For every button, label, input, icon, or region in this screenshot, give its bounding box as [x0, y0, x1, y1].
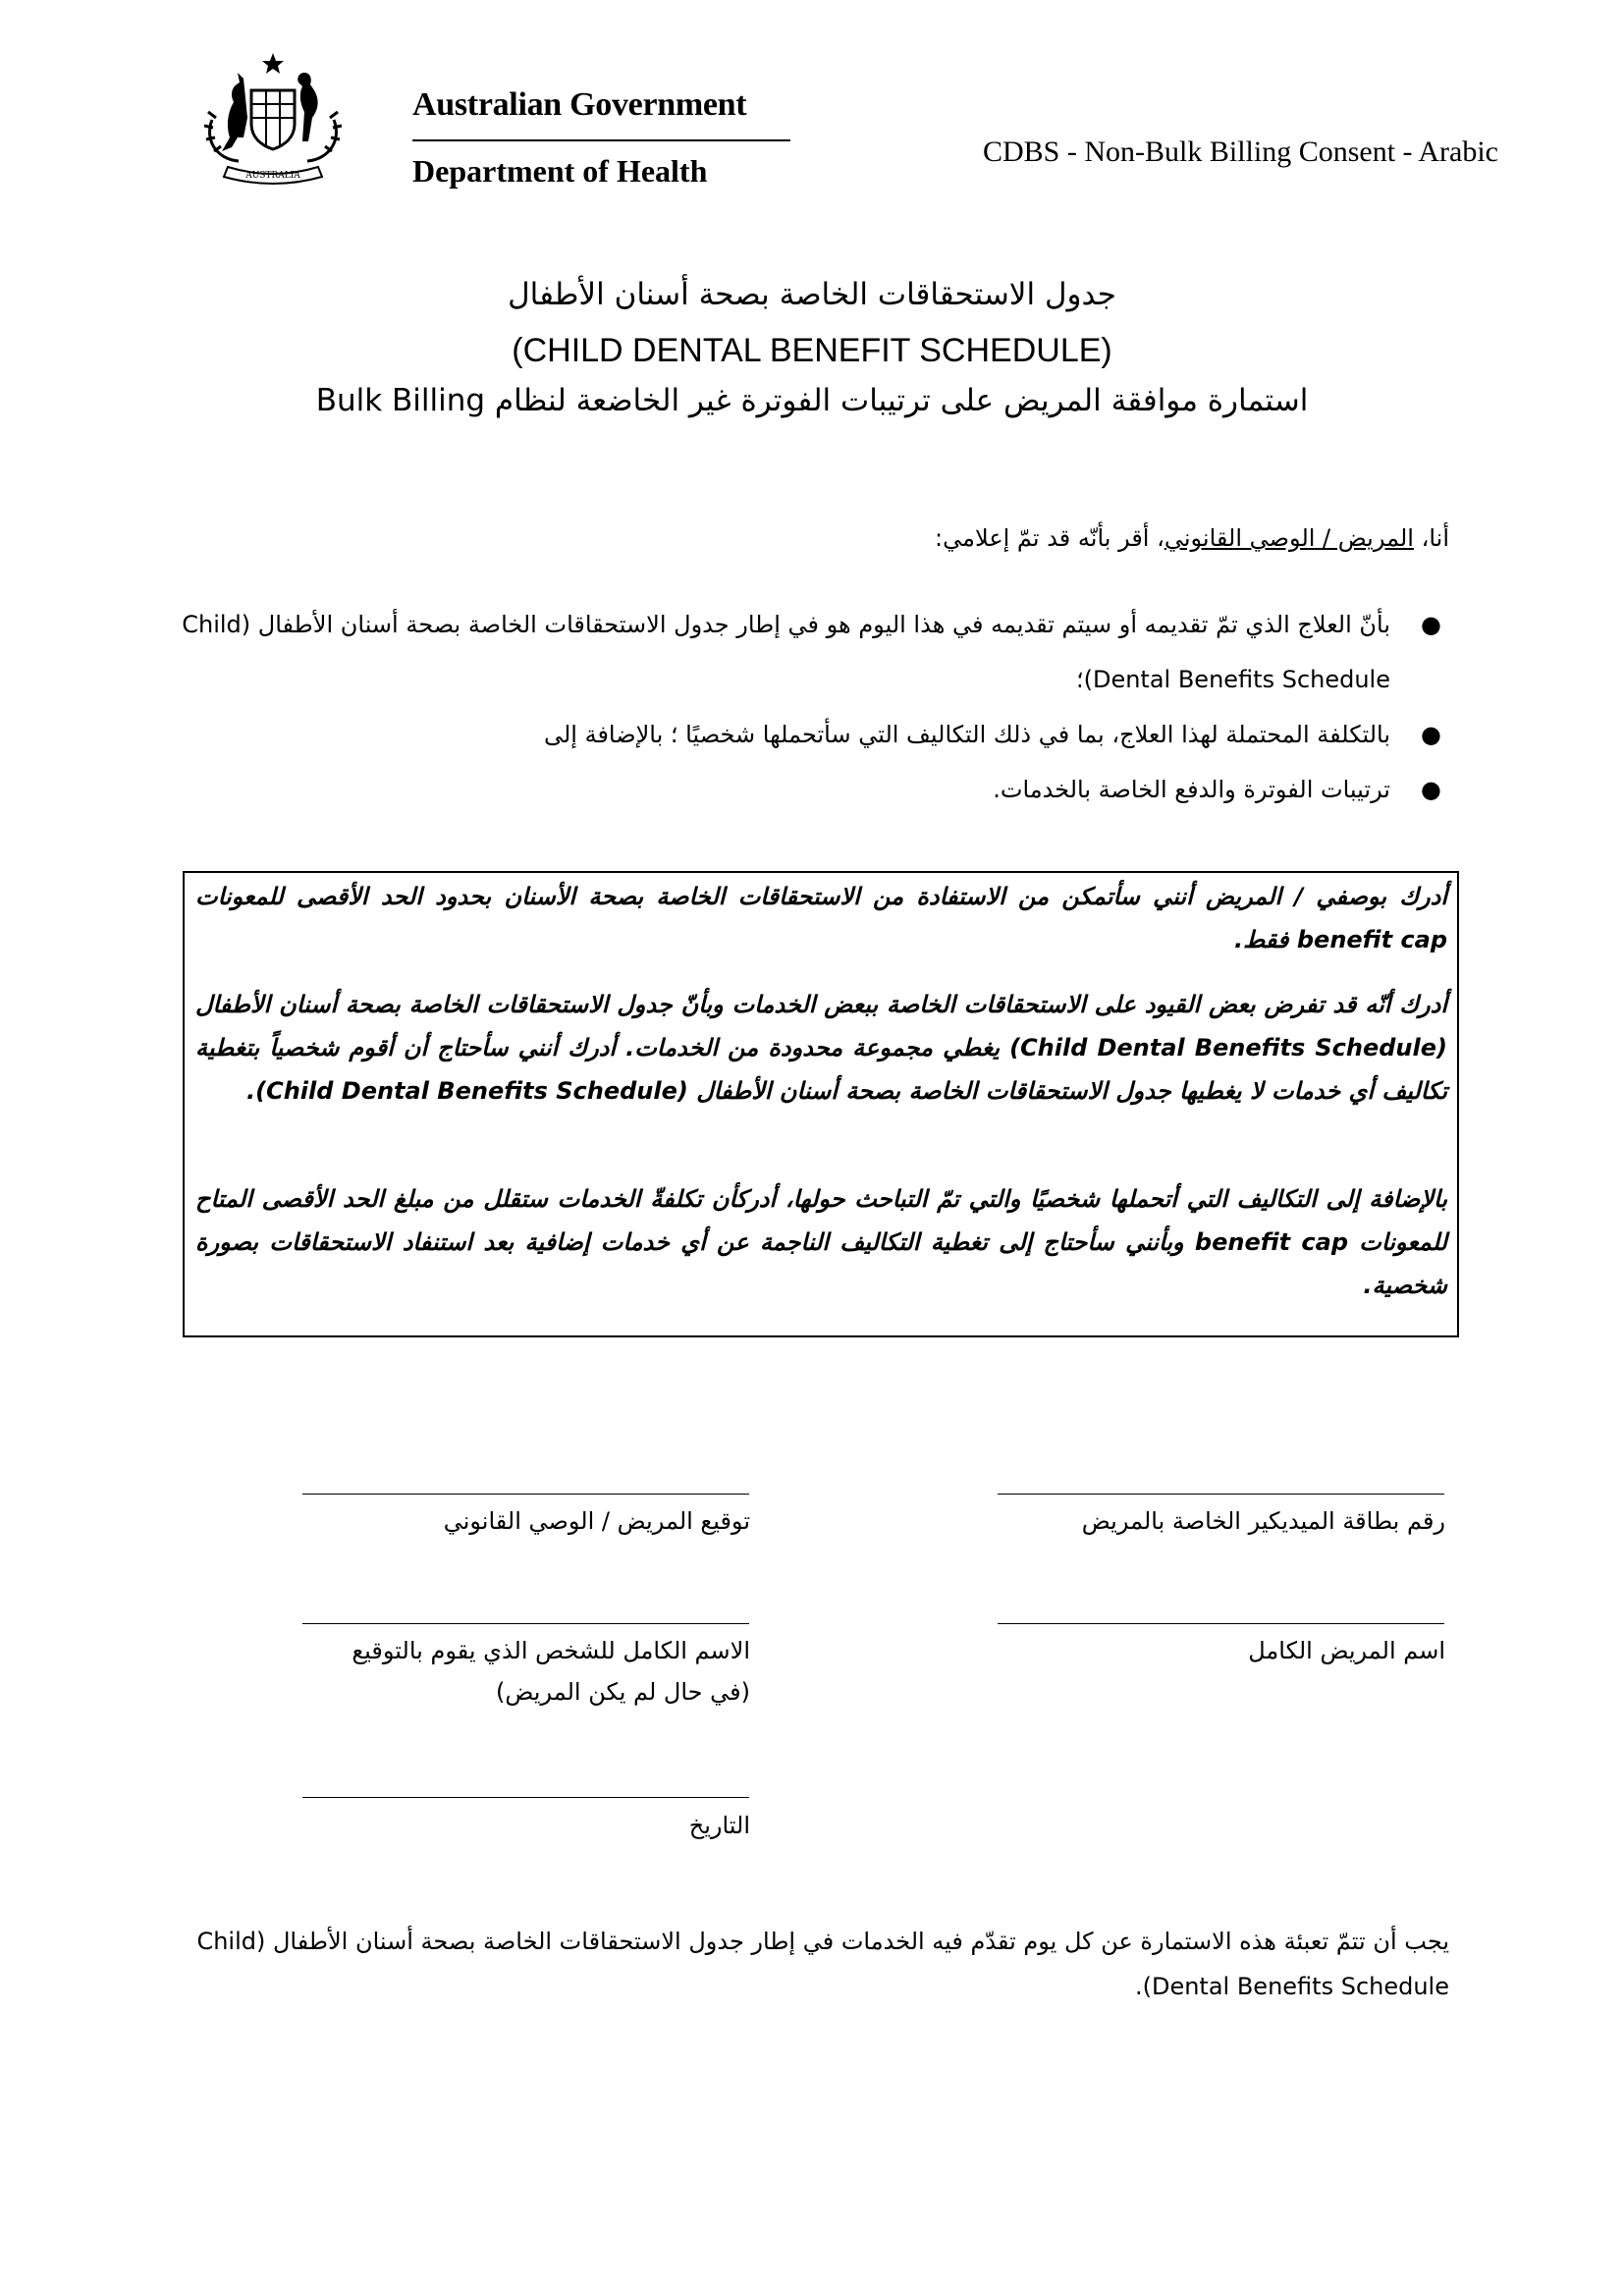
- list-item: [134, 707, 1449, 762]
- list-item: [134, 762, 1449, 817]
- date-line[interactable]: [302, 1797, 749, 1798]
- intro-statement: [173, 511, 1449, 566]
- notice-paragraph-limits: أدرك أنّه قد تفرض بعض القيود على الاستحقاقات الخاصة ببعض الخدمات وبأنّ جدول الاستحقاقات الخاصة بصحة أسنان الأطفال (Child Dental Benefits Schedule) يغطي مجموعة محدودة من الخدمات. أدرك أنني سأحتاج أن أقوم شخصياً بتغطية تكاليف أي خدمات لا يغطيها جدول الاستحقاقات الخاصة بصحة أسنان الأطفال (Child Dental Benefits Schedule).: [195, 991, 1447, 1105]
- notice-paragraph-costs: بالإضافة إلى التكاليف التي أتحملها شخصيًا والتي تمّ التباحث حولها، أدركأن تكلفةّ الخدمات ستقلل من مبلغ الحد الأقصى المتاح للمعونات benefit cap وبأنني سأحتاج إلى تغطية التكاليف الناجمة عن أي خدمات إضافية بعد استنفاد الاستحقاقات بصورة شخصية.: [195, 1185, 1447, 1299]
- acknowledgement-list: [134, 597, 1449, 817]
- bullet-text: بأنّ العلاج الذي تمّ تقديمه أو سيتم تقديمه في هذا اليوم هو في إطار جدول الاستحقاقات الخاصة بصحة أسنان الأطفال (Child Dental Benefits Schedule)؛: [182, 611, 1390, 693]
- bullet-text: بالتكلفة المحتملة لهذا العلاج، بما في ذلك التكاليف التي سأتحملها شخصيًا ؛ بالإضافة إلى: [543, 721, 1390, 748]
- intro-prefix: أنا،: [1413, 524, 1449, 552]
- medicare-number-label: رقم بطاقة الميديكير الخاصة بالمريض: [1081, 1507, 1445, 1535]
- title-english: (CHILD DENTAL BENEFIT SCHEDULE): [512, 332, 1112, 369]
- header-divider: [412, 139, 790, 141]
- australian-coat-of-arms-icon: [194, 51, 352, 189]
- footer-instruction: يجب أن تتمّ تعبئة هذه الاستمارة عن كل يوم تقدّم فيه الخدمات في إطار جدول الاستحقاقات الخاصة بصحة أسنان الأطفال (Child Dental Benefits Schedule).: [196, 1928, 1449, 2000]
- signer-full-name-line[interactable]: [302, 1623, 749, 1624]
- bullet-icon: ●: [1421, 611, 1441, 638]
- bullet-icon: ●: [1421, 721, 1441, 748]
- signature-label: توقيع المريض / الوصي القانوني: [443, 1507, 750, 1535]
- form-code: CDBS - Non-Bulk Billing Consent - Arabic: [983, 136, 1498, 168]
- bullet-text: ترتيبات الفوترة والدفع الخاصة بالخدمات.: [993, 776, 1390, 803]
- department-name: Department of Health: [412, 153, 708, 189]
- form-subtitle: استمارة موافقة المريض على ترتيبات الفوترة غير الخاضعة لنظام Bulk Billing: [315, 383, 1309, 418]
- government-name: Australian Government: [412, 86, 747, 123]
- title-arabic: جدول الاستحقاقات الخاصة بصحة أسنان الأطفال: [508, 277, 1116, 312]
- crest-banner-text: AUSTRALIA: [245, 171, 300, 181]
- medicare-number-line[interactable]: [998, 1494, 1444, 1495]
- benefit-cap-notice-box: [183, 871, 1459, 1337]
- patient-full-name-line[interactable]: [998, 1623, 1444, 1624]
- patient-full-name-label: اسم المريض الكامل: [1248, 1637, 1445, 1664]
- date-label: التاريخ: [688, 1812, 750, 1839]
- bullet-icon: ●: [1421, 776, 1441, 803]
- list-item: [134, 597, 1449, 707]
- signer-full-name-label: الاسم الكامل للشخص الذي يقوم بالتوقيع: [352, 1637, 750, 1664]
- notice-paragraph-cap: أدرك بوصفي / المريض أنني سأتمكن من الاستفادة من الاستحقاقات الخاصة بصحة الأسنان بحدود الحد الأقصى للمعونات benefit cap فقط.: [195, 883, 1447, 953]
- intro-role-underlined: المريض / الوصي القانوني: [1164, 524, 1414, 552]
- signature-line[interactable]: [302, 1494, 749, 1495]
- signer-full-name-note: (في حال لم يكن المريض): [496, 1678, 750, 1706]
- intro-suffix: ، أقر بأنّه قد تمّ إعلامي:: [935, 524, 1164, 552]
